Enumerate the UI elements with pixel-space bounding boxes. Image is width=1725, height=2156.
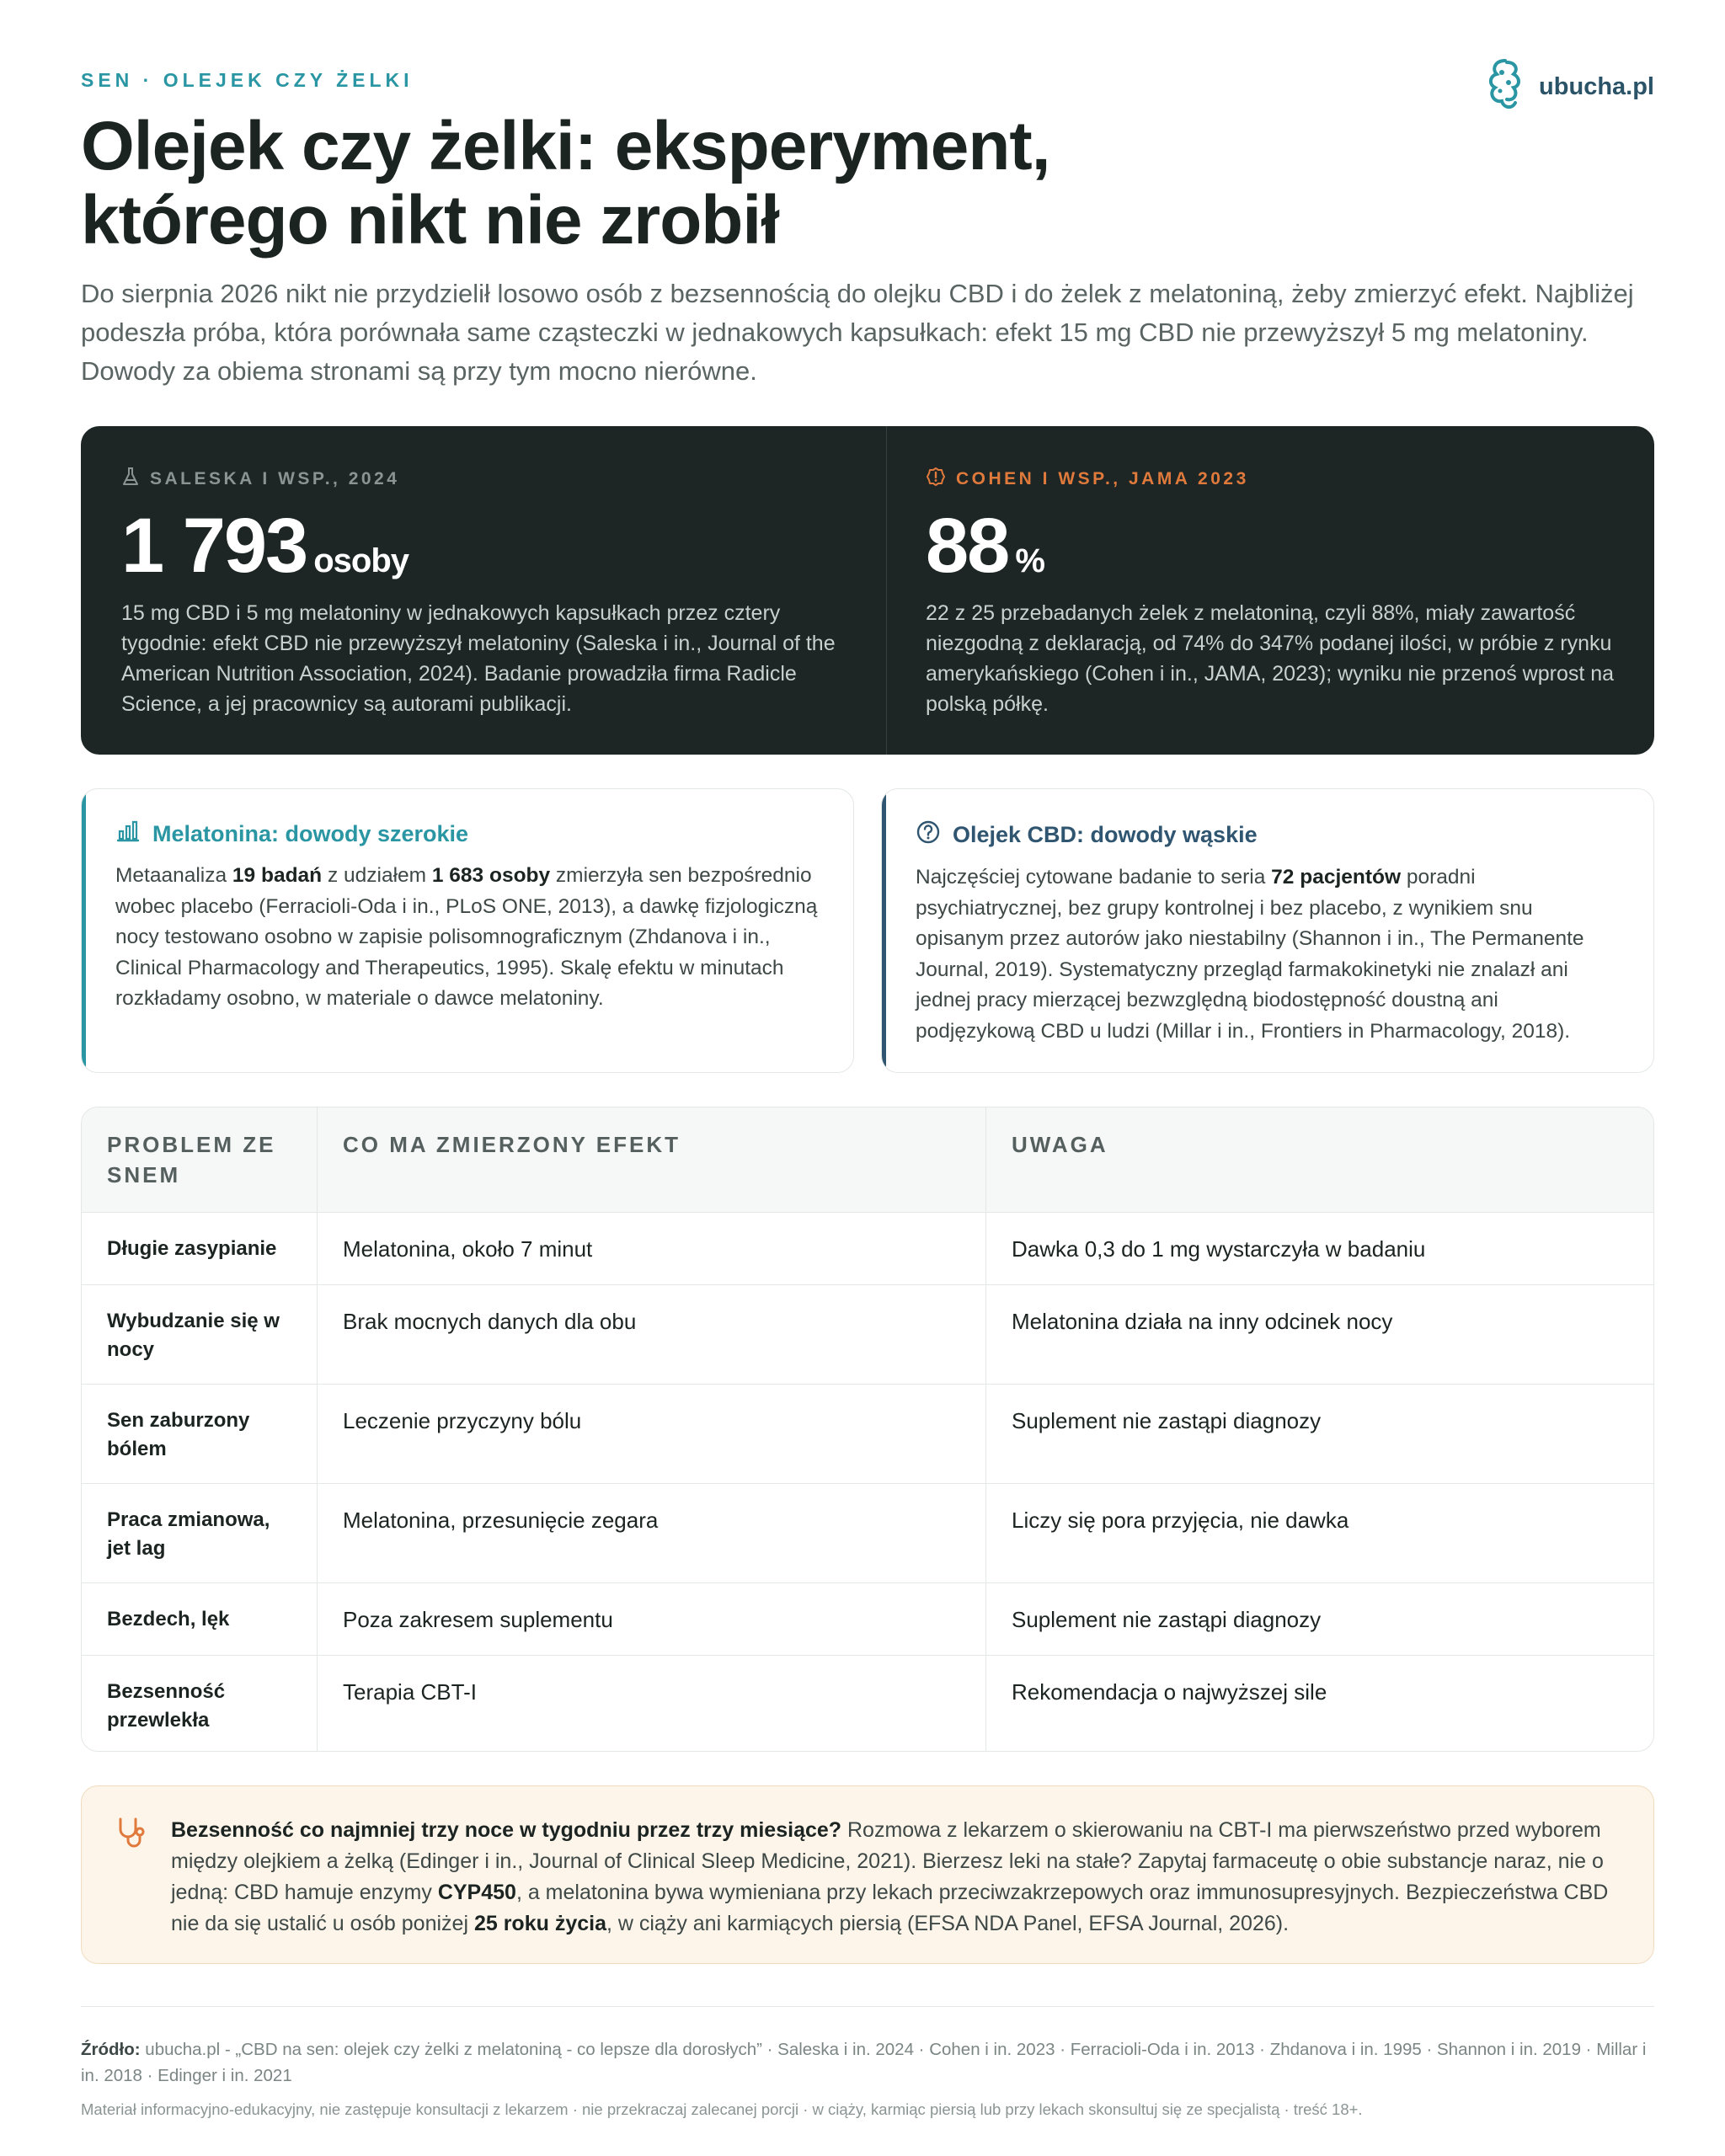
stats-panel [81, 426, 1654, 755]
bar-chart-icon [115, 819, 141, 849]
alert-circle-icon [926, 467, 946, 492]
table-row [82, 1384, 1653, 1483]
problem-cell: Praca zmianowa, jet lag [82, 1484, 318, 1582]
stat-value: 88 [926, 503, 1009, 589]
flask-icon [121, 467, 140, 492]
note-cell: Rekomendacja o najwyższej sile [1012, 1679, 1327, 1705]
source-label: Źródło: [81, 2040, 141, 2059]
highlight: 72 pacjentów [1271, 866, 1402, 889]
medical-warning-box [81, 1785, 1654, 1964]
stat-description: 22 z 25 przebadanych żelek z melatoniną, czyli 88%, miały zawartość niezgodną z deklaracją, od 74% do 347% podanej ilości, w próbie z rynku amerykańskiego (Cohen i in., JAMA, 2023); wyniku nie przenoś wprost na polską półkę. [926, 601, 1615, 716]
card-heading [916, 819, 1620, 851]
text: , w ciąży ani karmiących piersią (EFSA NDA Panel, EFSA Journal, 2026). [606, 1912, 1290, 1935]
problem-cell: Wybudzanie się w nocy [82, 1285, 318, 1384]
highlight: 1 683 osoby [431, 864, 551, 887]
problem-cell: Sen zaburzony bólem [82, 1385, 318, 1483]
help-circle-icon [916, 819, 941, 851]
highlight: Bezsenność co najmniej trzy noce w tygodniu przez trzy miesiące? [171, 1818, 842, 1842]
stat-saleska [81, 426, 886, 755]
text: Metaanaliza [115, 864, 232, 887]
problem-cell: Bezdech, lęk [82, 1583, 318, 1655]
text: zmierzyła sen bezpośrednio wobec placebo (Ferracioli-Oda i in., PLoS ONE, 2013), a dawkę fizjologiczną nocy testowano osobno w zapisie polisomnograficznym (Zhdanova i in., Clinical Pharmacology and Therapeutics, 1995). Skalę efektu w minutach rozkładamy osobno, w materiale o dawce melatoniny. [115, 864, 818, 1010]
card-body [916, 862, 1620, 1047]
lead-paragraph: Do sierpnia 2026 nikt nie przydzielił losowo osób z bezsennością do olejku CBD i do żelek z melatoniną, żeby zmierzyć efekt. Najbliżej podeszła próba, która porównała same cząsteczki w jednakowych kapsułkach: efekt 15 mg CBD nie przewyższył 5 mg melatoniny. Dowody za obiema stronami są przy tym mocno nierówne. [81, 279, 1634, 386]
stat-label [121, 467, 846, 492]
effect-cell: Poza zakresem suplementu [318, 1583, 986, 1655]
effect-cell: Terapia CBT-I [318, 1656, 986, 1751]
stat-unit: osoby [313, 542, 409, 579]
stat-number [926, 504, 1650, 588]
highlight: 19 badań [232, 864, 323, 887]
note-cell: Dawka 0,3 do 1 mg wystarczyła w badaniu [1012, 1236, 1426, 1262]
brand-logo-icon [1483, 56, 1527, 119]
effect-cell: Melatonina, przesunięcie zegara [318, 1484, 986, 1582]
source-text: ubucha.pl - „CBD na sen: olejek czy żelki z melatoniną - co lepsze dla dorosłych” · Saleska i in. 2024 · Cohen i in. 2023 · Ferracioli-Oda i in. 2013 · Zhdanova i in. 1995 · Shannon i in. 2019 · Millar i in. 2018 · Edinger i in. 2021 [81, 2040, 1647, 2085]
column-header: CO MA ZMIERZONY EFEKT [318, 1107, 986, 1212]
card-cbd [881, 788, 1654, 1073]
disclaimer: Materiał informacyjno-edukacyjny, nie zastępuje konsultacji z lekarzem · nie przekraczaj zalecanej porcji · w ciąży, karmiąc piersią lub przy lekach skonsultuj się ze specjalistą · treść 18+. [81, 2100, 1363, 2118]
card-body [115, 861, 820, 1015]
stat-label-text: SALESKA I WSP., 2024 [150, 469, 400, 488]
table-header-row [82, 1107, 1653, 1212]
stat-value: 1 793 [121, 503, 307, 589]
table-row [82, 1483, 1653, 1582]
problem-cell: Długie zasypianie [82, 1213, 318, 1284]
stat-label-text: COHEN I WSP., JAMA 2023 [956, 469, 1249, 488]
note-cell: Liczy się pora przyjęcia, nie dawka [1012, 1508, 1349, 1533]
table-row [82, 1655, 1653, 1751]
table-row [82, 1212, 1653, 1284]
comparison-table [81, 1107, 1654, 1752]
effect-cell: Brak mocnych danych dla obu [318, 1285, 986, 1384]
warning-text [171, 1815, 1620, 1940]
stat-cohen [886, 426, 1690, 755]
table-row [82, 1582, 1653, 1655]
text: z udziałem [322, 864, 432, 887]
kicker: SEN · OLEJEK CZY ŻELKI [81, 69, 414, 91]
page-title [81, 109, 1176, 258]
note-cell: Suplement nie zastąpi diagnozy [1012, 1607, 1322, 1632]
note-cell: Melatonina działa na inny odcinek nocy [1012, 1309, 1393, 1334]
effect-cell: Leczenie przyczyny bólu [318, 1385, 986, 1483]
card-melatonin [81, 788, 854, 1073]
column-header: PROBLEM ZE SNEM [82, 1107, 318, 1212]
stat-label [926, 467, 1650, 492]
title-line-2: którego nikt nie zrobił [81, 182, 779, 259]
evidence-cards [81, 788, 1654, 1073]
text: , a melatonina bywa wymieniana przy lekach przeciwzakrzepowych oraz immunosupresyjnych. Bezpieczeństwa CBD nie da się ustalić u osób poniżej [171, 1881, 1609, 1935]
problem-cell: Bezsenność przewlekła [82, 1656, 318, 1751]
brand-name: ubucha.pl [1539, 73, 1654, 100]
effect-cell: Melatonina, około 7 minut [318, 1213, 986, 1284]
note-cell: Suplement nie zastąpi diagnozy [1012, 1408, 1322, 1433]
stethoscope-icon [115, 1817, 147, 1854]
highlight: 25 roku życia [473, 1912, 606, 1935]
text: poradni psychiatrycznej, bez grupy kontrolnej i bez placebo, z wynikiem snu opisanym przez autorów jako niestabilny (Shannon i in., The Permanente Journal, 2019). Systematyczny przegląd farmakokinetyki nie znalazł ani jednej pracy mierzącej bezwzględną biodostępność doustną ani podjęzykową CBD u ludzi (Millar i in., Frontiers in Pharmacology, 2018). [916, 866, 1584, 1043]
highlight: CYP450 [437, 1881, 516, 1904]
card-heading [115, 819, 820, 849]
card-title: Melatonina: dowody szerokie [152, 821, 469, 846]
brand[interactable] [1483, 56, 1654, 119]
text: Najczęściej cytowane badanie to seria [916, 866, 1272, 889]
text: Rozmowa z lekarzem o skierowaniu na CBT-I ma pierwszeństwo przed wyborem między olejkiem a żelką (Edinger i in., Journal of Clinical Sleep Medicine, 2021). Bierzesz leki na stałe? Zapytaj farmaceutę o obie substancje naraz, nie o jedną: CBD hamuje enzymy [171, 1818, 1604, 1904]
column-header: UWAGA [1012, 1132, 1108, 1157]
divider [81, 2006, 1654, 2007]
source-line [81, 2036, 1654, 2089]
card-title: Olejek CBD: dowody wąskie [953, 822, 1258, 847]
stat-description: 15 mg CBD i 5 mg melatoniny w jednakowych kapsułkach przez cztery tygodnie: efekt CBD nie przewyższył melatoniny (Saleska i in., Journal of the American Nutrition Association, 2024). Badanie prowadziła firma Radicle Science, a jej pracownicy są autorami publikacji. [121, 601, 836, 716]
table-row [82, 1284, 1653, 1384]
stat-unit: % [1015, 542, 1044, 579]
stat-number [121, 504, 846, 588]
title-line-1: Olejek czy żelki: eksperyment, [81, 108, 1050, 184]
